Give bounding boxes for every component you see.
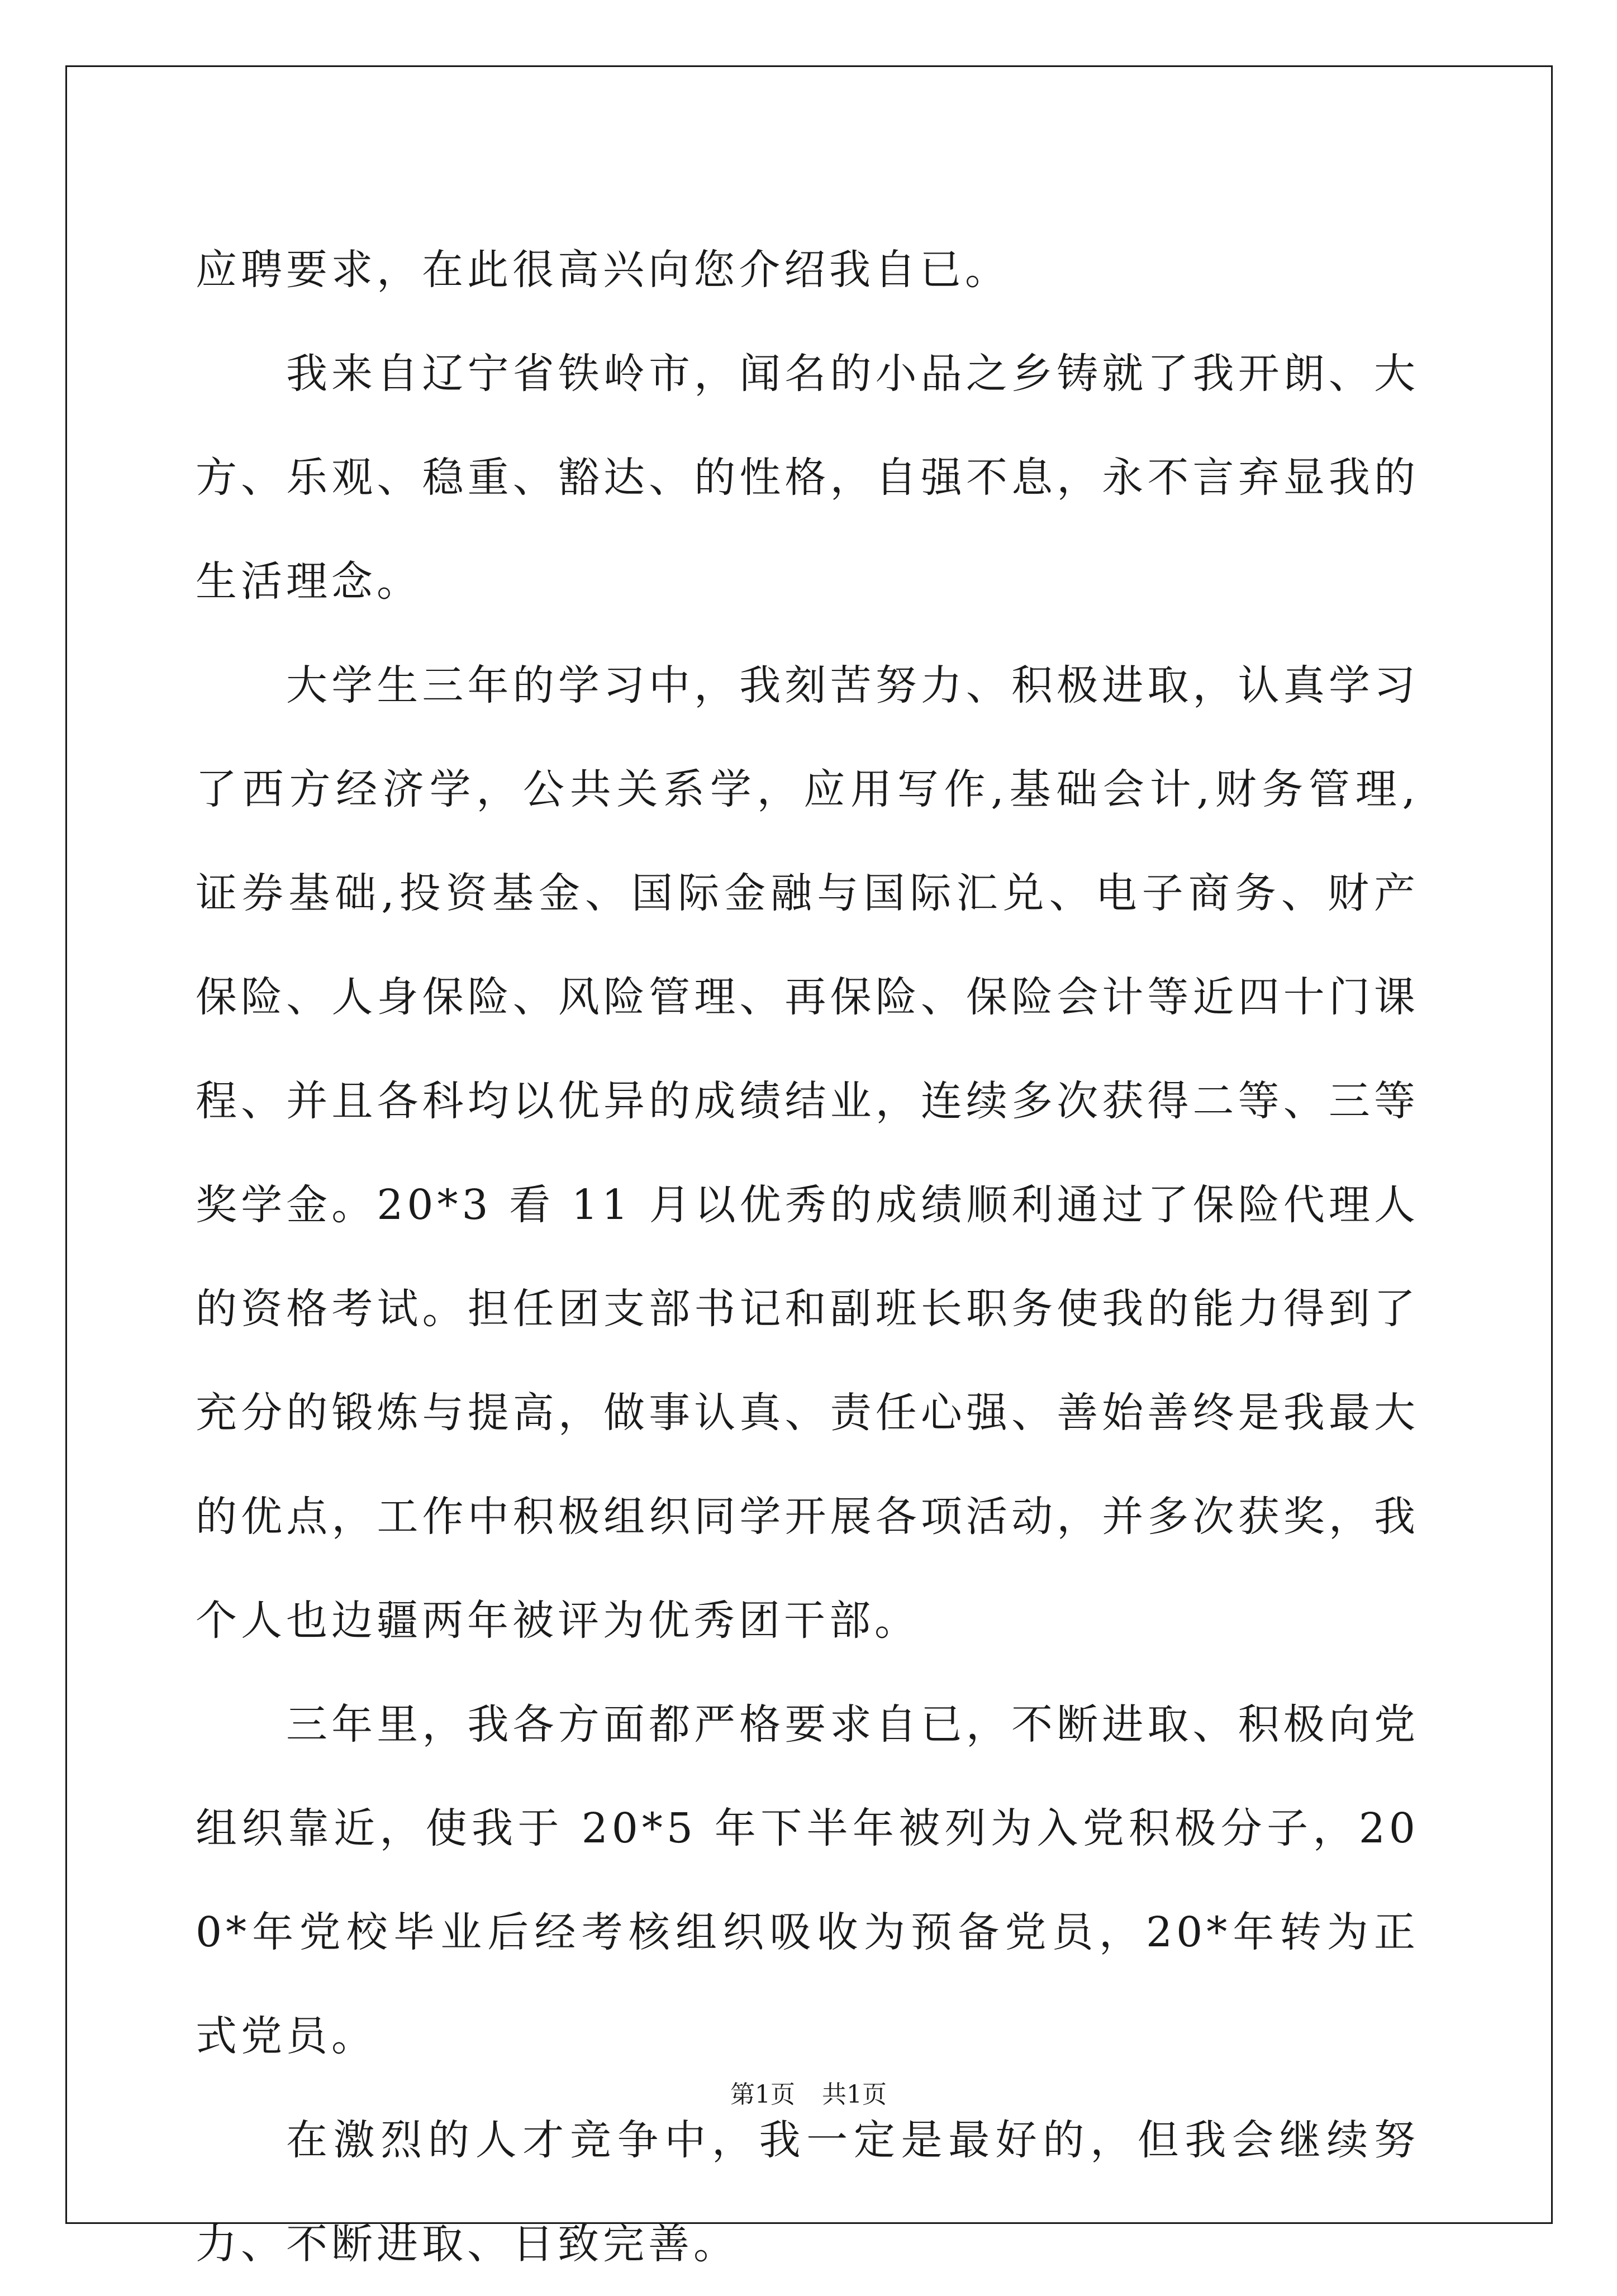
paragraph-1: 应聘要求，在此很高兴向您介绍我自已。 bbox=[196, 246, 1010, 294]
document-body bbox=[196, 218, 1419, 2296]
page-total: 共1页 bbox=[822, 2080, 887, 2109]
paragraph-2: 我来自辽宁省铁岭市，闻名的小品之乡铸就了我开朗、大方、乐观、稳重、豁达、的性格，自强不息，永不言弃显我的生活理念。 bbox=[196, 350, 1419, 606]
page-footer bbox=[0, 2079, 1617, 2111]
paragraph-4: 三年里，我各方面都严格要求自已，不断进取、积极向党组织靠近，使我于 20*5 年下半年被列为入党积极分子，200*年党校毕业后经考核组织吸收为预备党员，20*年转为正式党员。 bbox=[196, 1700, 1419, 2060]
page-number: 第1页 bbox=[730, 2080, 795, 2109]
paragraph-5: 在激烈的人才竞争中，我一定是最好的，但我会继续努力、不断进取、日致完善。 bbox=[196, 2116, 1419, 2268]
paragraph-3: 大学生三年的学习中，我刻苦努力、积极进取，认真学习了西方经济学，公共关系学，应用写作,基础会计,财务管理,证券基础,投资基金、国际金融与国际汇兑、电子商务、财产保险、人身保险、风险管理、再保险、保险会计等近四十门课程、并且各科均以优异的成绩结业，连续多次获得二等、三等奖学金。20*3 看 11 月以优秀的成绩顺利通过了保险代理人的资格考试。担任团支部书记和副班长职务使我的能力得到了充分的锻炼与提高，做事认真、责任心强、善始善终是我最大的优点，工作中积极组织同学开展各项活动，并多次获奖，我个人也边疆两年被评为优秀团干部。 bbox=[196, 661, 1419, 1645]
